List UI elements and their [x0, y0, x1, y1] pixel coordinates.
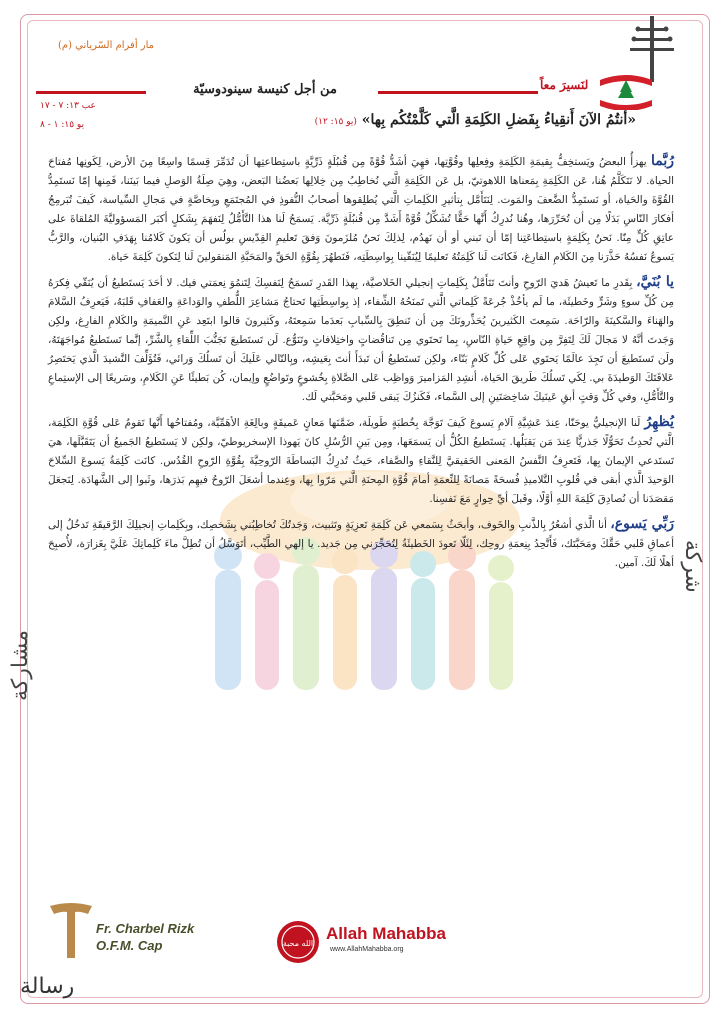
side-label-mission: رسالة [20, 974, 75, 999]
maronite-cross-icon [630, 16, 674, 82]
paragraph-lead: يُظهِرُ [644, 414, 674, 430]
lebanon-flag-icon [600, 74, 652, 110]
brand-title: Allah Mahabba [326, 924, 446, 943]
allah-mahabba-logo [276, 920, 320, 964]
paragraph [48, 273, 674, 407]
side-label-participation: مشاركة [8, 630, 33, 702]
paragraph-lead: يا بُنَيَّ، [636, 274, 674, 290]
verse-reference-2: يو ١٥: ١ - ٨ [40, 120, 85, 130]
article-body [48, 152, 674, 579]
paragraph-lead: رُبَّما [650, 153, 674, 169]
subtitle-divider-right [378, 91, 538, 94]
paragraph-text: بِقَدرِ ما تَعيشُ هَديَ الرّوحِ وأنتَ تَتَأَمَّلُ بِكَلِماتِ إنجيلي الخَلاصيَّة، بِهذا القَدرِ تَسمَحُ لِنَفسِكَ لِتَنمُوَ نِعمَتي فيك. لا أحَدَ يَستَطيعُ أن يُنَقّي فِكرَهُ مِن كُلِّ سوءٍ وشَرٍّ وخَطيئَة، ما لَم يأخُذْ جُرعَةً كَلِماتي الَّتي تَمنَحُهُ الشِّفاء، إذ بِواسِطَتِها تَحتاجُ مَشاعِرَ اللُّطفِ والوَداعَةِ والعَفافِ قَلبَهُ، فَيَعرِفُ السَّلامَ والهَناءَ والسَّكينَةَ والرّاحَة. سَمِعتَ الكَثيرينَ يُحَذِّرونَكَ مِن أن تَنطِقَ بِالسِّبابِ بَعدَما سَمِعتَهُ، وكَثيرونَ قالوا ابتَعِد عَنِ النَّميمَةِ والكَلامِ الفارِغ، ولكِن وَجَدتَ أنَّهُ لا مَجالَ لَكَ لِتَفِرَّ مِن واقِعِ حَياةِ النّاسِ، بِما تَحتَوي مِن تَناقُضاتٍ واختِلافاتٍ وتَنَوُّع. لَن تَستَطيعَ تَجَنُّبَ اللِّقاءِ بِالشَّرِّ، إنَّما تَستَطيعُ مُواجَهَتَهُ، ولَن تَستَطيعَ أن تَجِدَ عالَمًا يَحتَوي عَلى كُلِّ كَلامٍ بَنّاء، ولكِن تَستَطيعُ أن تَبدَأَ أنتَ بِعَيشِه، وبِالتّالي عَلَيكَ أن تَسلُكَ وَرائي، فَتُؤَلِّفَ النَّشيدَ الَّذي يَختَصِرُ عَلاقَتَكَ الوَطيدَةَ بي. لِكَي تَسلُكَ طَريقَ الحَياة، أنشِدِ المَزاميرَ وَواظِب عَلى الصَّلاةِ بِخُشوعٍ وتَواضُعٍ وإيمان، كُن بَطيئًا عَنِ الكَلامِ، وسَريعًا إلى الإستِماعِ والتَّأَمُّلِ، وفي كُلِّ وَقتٍ أبقِ عَينَيكَ شاخِصَتَينِ إلى السَّماء، فَكَنزُكَ يَبقى قَلبي ومَحَبَّتي لَك. [48, 277, 674, 403]
subtitle-divider-left [36, 91, 146, 94]
paragraph-text: أنا الَّذي أشعُرُ بِالذَّنبِ والخَوف، وأبحَثُ بِسَمعي عَن كَلِمَةِ تَعزِيَةٍ وتَثبيت، وَجَدتُكَ تُخاطِبُني بِشَخصِك، وبِكَلِماتِ إنجيلِكَ الرَّقيقَةِ تَدخُلُ إلى أعماقِ قَلبي حَقَّكَ ومَحَبَّتَك، فَأَتَّحِدُ بِنِعمَةِ روحِك، لِئَلّا تَعودَ الخَطيئَةُ لِتُحَجِّرَني مِن جَديد. يا إلهي الطَّيِّب، أتَوَسَّلُ أن تُطِلَّ ماءَ كَلِماتِكَ عَلَيَّ بِغَزارَة، لأُصبِحَ أهلًا لَكَ. آمين. [48, 519, 674, 569]
author-top-label: مار أفرام السّرياني (م) [58, 40, 155, 51]
paragraph-text: يهزأُ البعضُ ويَستخِفُّ بِقيمَةِ الكَلِمَةِ وفِعلِها وقُوَّتِها، فهِيَ أشَدُّ قُوَّةً مِن قُنبُلَةٍ ذَرِّيَّةٍ باستِطاعتِها أن تُدَمِّرَ قِسمًا واسِعًا مِنَ الأرض، لِكَونِها مُفتاحَ الحياة. لا نَتَكَلَّمُ هُنا، عَن الكَلِمَةِ بِمَعناها اللاهوتيّ، بل عَن الكَلِمَةِ الَّتي نُخاطِبُ مِن خِلالِها بَعضُنا البَعض، وهِيَ صِلَةُ الوَصلِ فيما بَينَنا، فَمِنها إمّا نَستَمِدُّ القُوَّةَ والحَياة، أو نَستَمِدُّ الضَّعفَ والمَوت. لِنَتَأَمَّل بِتأثيرِ الكَلِماتِ الَّتي يُطلِقوها أصحابُ النُّفوذِ في المُجتَمَعِ وبِخاصَّةٍ في مَجالِ السِّياسة، كَيفَ تُبَرمِجُ أفكارَ النّاسِ بَدَلًا مِن أن تُحَرِّرَها، وهُنا نُدرِكُ أَنَّها حَقًّا تُشَكِّلُ قُوَّةً أَشَدَّ مِن قُنبُلَةٍ ذَرِّيَّة. يَسمَحُ لَنا هذا التَّأَمُّلُ لِنَفهَمَ بِشَكلٍ أكبَر المَسؤوليَّةَ المُلقاةَ على عاتِقِ كُلٍّ مِنّا. نَحنُ بِكَلِمَةٍ باستِطاعَتِنا إمّا أن نَبني أو أن نَهدُم، لِذلِكَ نَحنُ مُلزَمونَ وَفقَ تَعليمِ القِدّيسِ بولُس أن يَكونَ كَلامُنا بِهَدَفِ البُنيان، والرَّبُّ يَسوعُ نَفسُهُ حَذَّرَنا مِنَ الكَلامِ الفارِغ، فَكانَت لَنا كَلِمَتُهُ تَعليمًا لِيُنَقّينا بِواسِطَتِه، فَنَطهُرَ بِقُوَّةِ الحَقِّ والمَحَبَّةِ المَنقولينَ لَنا لِنَكونَ كَلِمَةَ حَياة. [48, 156, 674, 263]
verse-reference-1: عب ١٣: ٧ - ١٧ [40, 101, 96, 111]
author-signature [96, 920, 194, 954]
brand-url: www.AllahMahabba.org [330, 946, 404, 953]
paragraph [48, 515, 674, 573]
author-name: Fr. Charbel Rizk [96, 921, 195, 936]
tau-cross-logo [48, 900, 94, 960]
paragraph-text: لَنا الإنجيليُّ يوحَنّا، عِندَ عَشِيَّةِ آلامِ يَسوعَ كَيفَ تَوَجَّهَ بِخُطبَةٍ طَويلَة، ضَمَّنَها مَعانٍ عَميقَةٍ وبالِغَةِ الأهَمِّيَّة، ومُفتاحُها أَنَّها تَقومُ عَلى قُوَّةِ الكَلِمَة، الَّتي تُحدِثُ تَحَوُّلًا جَذريًّا عِندَ مَن يَقبَلُها. يَستَطيعُ الكُلُّ أن يَسمَعَها، ومِن بَينِ الرُّسُلِ كانَ يَهوذا الإسخريوطيّ، ولكِن لا يَستَطيعُ الجَميعُ أن يَتَقَبَّلَها، هيَ تَستَدعي الإيمانَ بِها، فَتَعرِفُ النَّفسُ المَعنى الحَقيقيَّ لِلنَّقاءِ والصَّفاء، حَيثُ تُدرِكُ البَساطَةَ الرّوحِيَّةَ بِقُوَّةِ الرّوحِ القُدُس. كانَت كَلِمَةُ يَسوعَ السِّلاحَ الوَحيدَ الَّذي أبقى في قُلوبِ التَّلاميذِ فُسحَةً مَصانَةً لِلنِّعمَةِ أمامَ قُوَّةِ المِحنَةِ الَّتي مَرّوا بِها، وعِندما أشعَلَ الرّوحُ فيهِم بَذرَها، وثَبوا إلى الشَّهادَة. لِنَجعَلَ مَقصَدَنا أن نُصادِقَ كَلِمَةَ اللهِ أوَّلًا، وقَبلَ أيِّ حِوارٍ مَعَ نَفسِنا. [48, 417, 674, 505]
title-text: «أنتُمُ الآنَ أَنقِياءُ بِفَضلِ الكَلِمَةِ الَّتي كَلَّمْتُكُم بِها» [361, 112, 636, 128]
series-label: لنَسيرَ معاً [540, 78, 589, 92]
paragraph [48, 413, 674, 509]
paragraph-lead: رَبِّي يَسوع، [610, 516, 674, 532]
author-order: O.F.M. Cap [96, 938, 163, 953]
seal-text: الله محبة [282, 939, 314, 948]
page-title [116, 112, 636, 128]
title-reference: (يو ١٥: ١٢) [314, 117, 357, 127]
side-label-communion: شركة [680, 540, 705, 593]
subtitle: من أجل كنيسة سينودوسيّة [193, 82, 337, 97]
paragraph [48, 152, 674, 267]
